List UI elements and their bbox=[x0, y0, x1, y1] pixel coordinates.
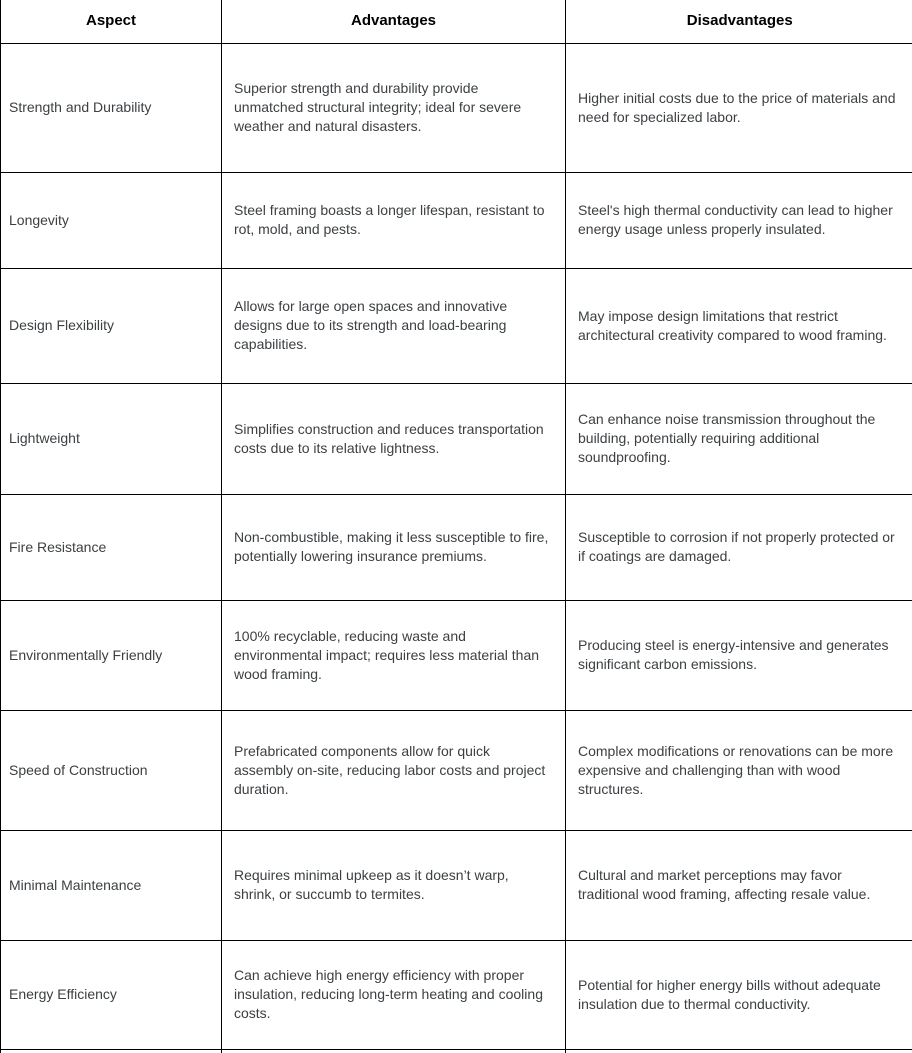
table-row-speed-of-construction bbox=[1, 710, 912, 830]
aspect-cell-empty bbox=[1, 1049, 222, 1053]
disadvantages-cell: May impose design limitations that restrict architectural creativity compared to wood framing. bbox=[566, 268, 912, 383]
aspect-cell: Fire Resistance bbox=[1, 494, 222, 600]
advantages-cell: Prefabricated components allow for quick assembly on-site, reducing labor costs and project duration. bbox=[222, 710, 566, 830]
table-row-lightweight bbox=[1, 383, 912, 494]
table-row-fire-resistance bbox=[1, 494, 912, 600]
aspect-cell: Design Flexibility bbox=[1, 268, 222, 383]
disadvantages-cell: Higher initial costs due to the price of materials and need for specialized labor. bbox=[566, 43, 912, 172]
disadvantages-cell: Cultural and market perceptions may favor traditional wood framing, affecting resale value. bbox=[566, 830, 912, 940]
advantages-cell-empty bbox=[222, 1049, 566, 1053]
advantages-cell: Can achieve high energy efficiency with proper insulation, reducing long-term heating and cooling costs. bbox=[222, 940, 566, 1049]
table-row-minimal-maintenance bbox=[1, 830, 912, 940]
advantages-cell: Simplifies construction and reduces transportation costs due to its relative lightness. bbox=[222, 383, 566, 494]
aspect-cell: Minimal Maintenance bbox=[1, 830, 222, 940]
disadvantages-cell: Producing steel is energy-intensive and generates significant carbon emissions. bbox=[566, 600, 912, 710]
aspect-cell: Speed of Construction bbox=[1, 710, 222, 830]
advantages-cell: Superior strength and durability provide unmatched structural integrity; ideal for severe weather and natural disasters. bbox=[222, 43, 566, 172]
disadvantages-cell: Steel's high thermal conductivity can lead to higher energy usage unless properly insulated. bbox=[566, 172, 912, 268]
column-header-disadvantages: Disadvantages bbox=[566, 0, 912, 43]
advantages-cell: 100% recyclable, reducing waste and environmental impact; requires less material than wood framing. bbox=[222, 600, 566, 710]
table-row-environmentally-friendly bbox=[1, 600, 912, 710]
advantages-cell: Steel framing boasts a longer lifespan, resistant to rot, mold, and pests. bbox=[222, 172, 566, 268]
disadvantages-cell: Potential for higher energy bills without adequate insulation due to thermal conductivity. bbox=[566, 940, 912, 1049]
disadvantages-cell: Can enhance noise transmission throughout the building, potentially requiring additional soundproofing. bbox=[566, 383, 912, 494]
disadvantages-cell: Susceptible to corrosion if not properly protected or if coatings are damaged. bbox=[566, 494, 912, 600]
advantages-cell: Allows for large open spaces and innovative designs due to its strength and load-bearing capabilities. bbox=[222, 268, 566, 383]
table-row-strength-and-durability bbox=[1, 43, 912, 172]
table-row-design-flexibility bbox=[1, 268, 912, 383]
table-row-cropped bbox=[1, 1049, 912, 1053]
aspect-cell: Strength and Durability bbox=[1, 43, 222, 172]
advantages-cell: Requires minimal upkeep as it doesn’t warp, shrink, or succumb to termites. bbox=[222, 830, 566, 940]
aspect-cell: Energy Efficiency bbox=[1, 940, 222, 1049]
advantages-cell: Non-combustible, making it less susceptible to fire, potentially lowering insurance premiums. bbox=[222, 494, 566, 600]
table-row-longevity bbox=[1, 172, 912, 268]
aspect-cell: Lightweight bbox=[1, 383, 222, 494]
aspect-cell: Environmentally Friendly bbox=[1, 600, 222, 710]
disadvantages-cell-empty bbox=[566, 1049, 912, 1053]
table-header-row bbox=[1, 0, 912, 43]
disadvantages-cell: Complex modifications or renovations can be more expensive and challenging than with wood structures. bbox=[566, 710, 912, 830]
table-row-energy-efficiency bbox=[1, 940, 912, 1049]
column-header-advantages: Advantages bbox=[222, 0, 566, 43]
column-header-aspect: Aspect bbox=[1, 0, 222, 43]
aspect-cell: Longevity bbox=[1, 172, 222, 268]
